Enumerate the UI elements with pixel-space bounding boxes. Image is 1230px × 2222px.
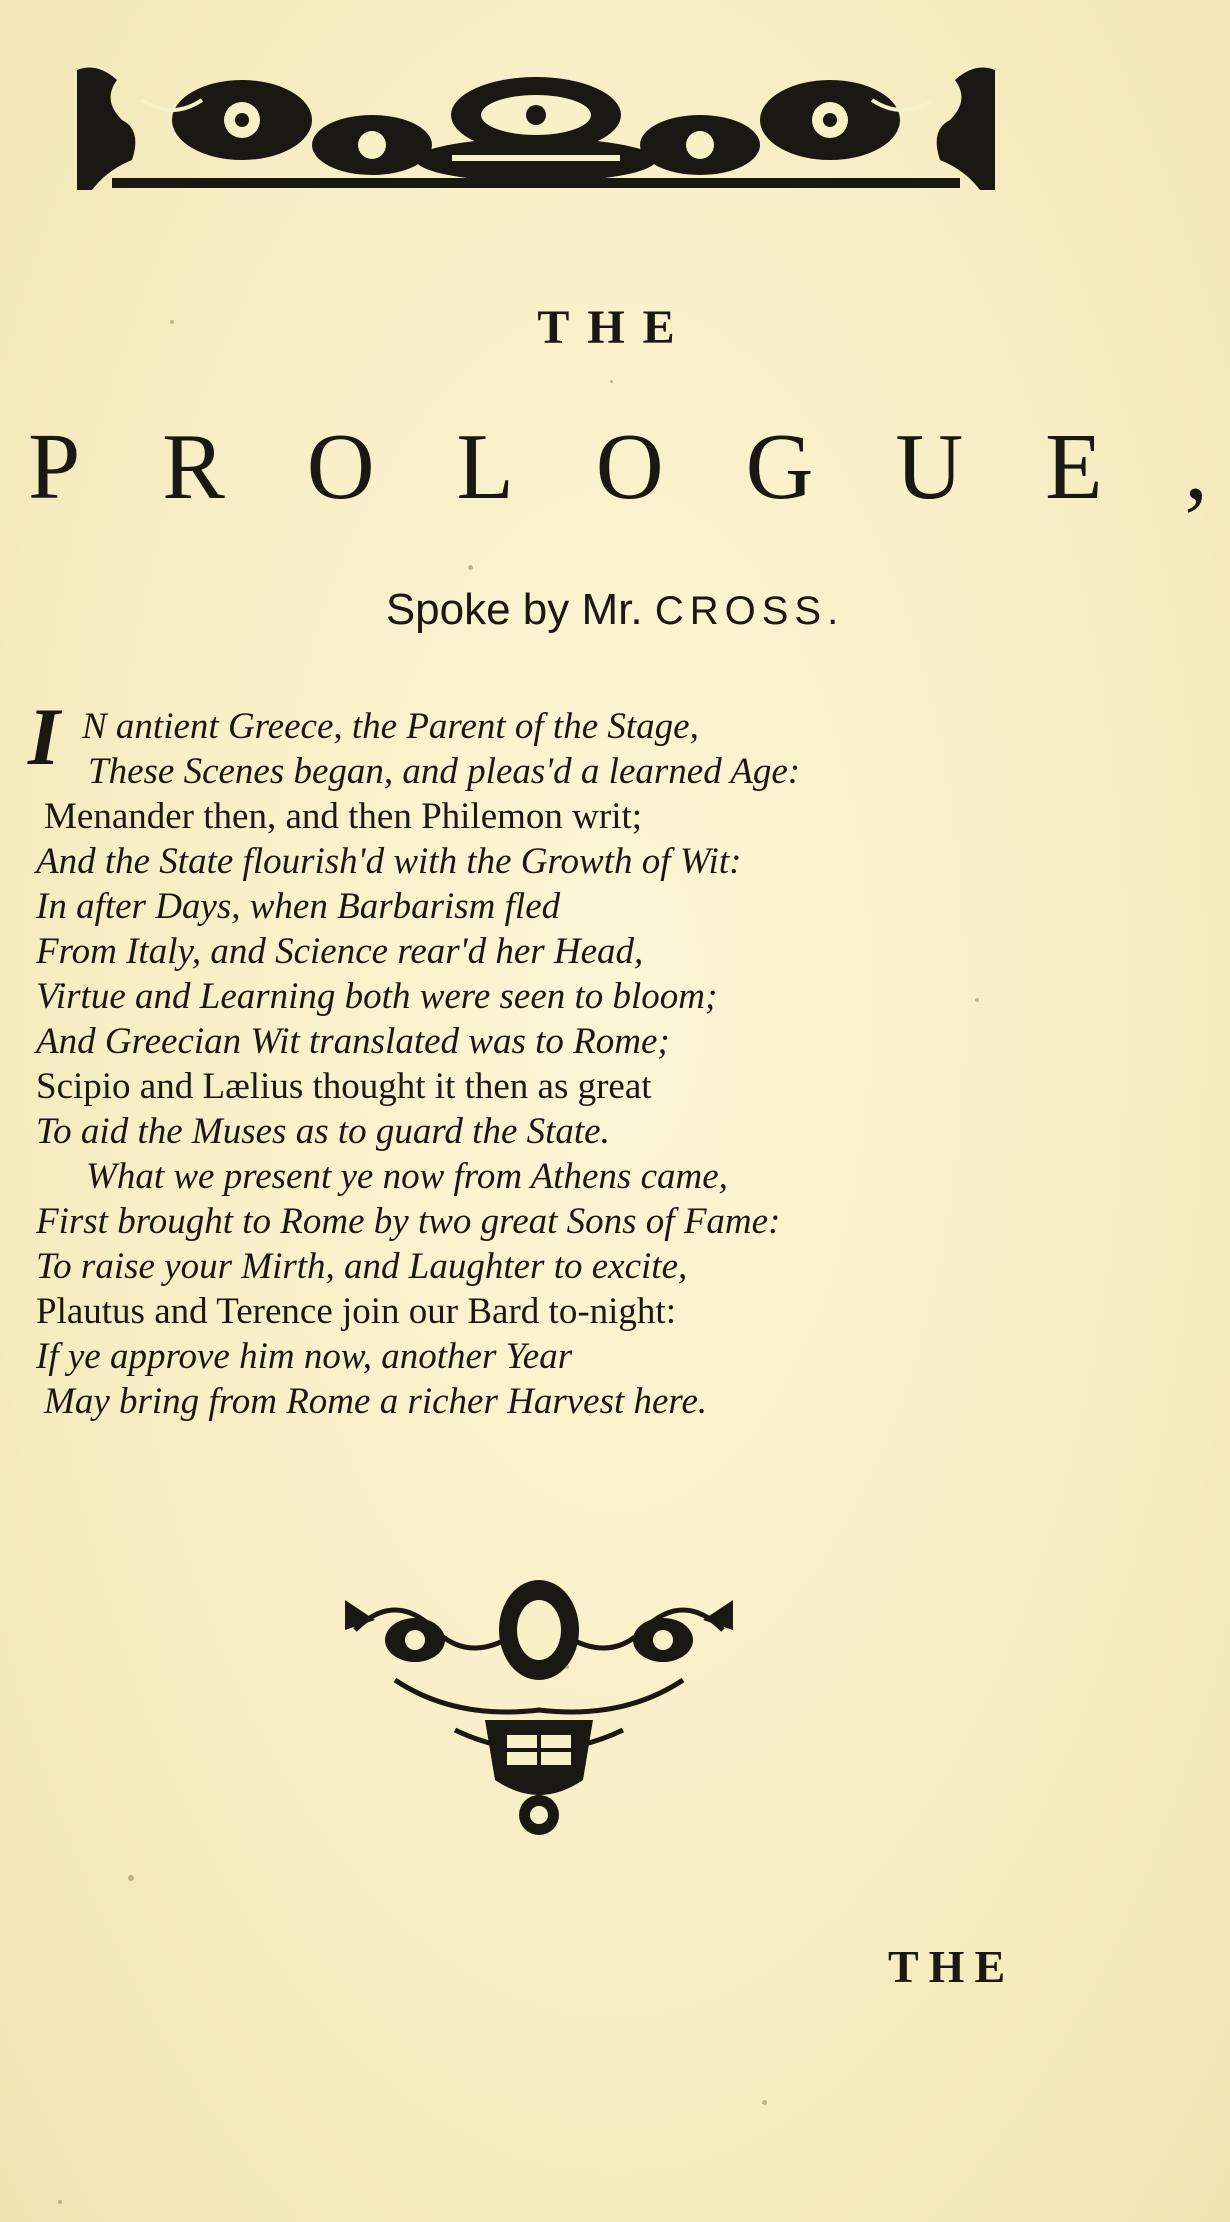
poem-line: What we present ye now from Athens came, — [86, 1156, 728, 1197]
subtitle-prefix: Spoke by Mr. — [385, 585, 655, 634]
drop-cap: I — [28, 691, 60, 782]
catchword: THE — [888, 1941, 1016, 1992]
poem-line: Virtue and Learning both were seen to bloom; — [36, 976, 718, 1017]
paper-speck — [610, 380, 613, 383]
paper-speck — [58, 2200, 62, 2204]
heading-letter: E — [1045, 415, 1103, 519]
poem-line: May bring from Rome a richer Harvest here. — [44, 1381, 708, 1422]
heading-letter: O — [306, 415, 375, 519]
paper-speck — [565, 1665, 569, 1669]
heading-letter: , — [1184, 415, 1208, 519]
poem-line: In after Days, when Barbarism fled — [36, 886, 561, 927]
poem-line: To raise your Mirth, and Laughter to excite, — [36, 1246, 688, 1287]
poem-line: To aid the Muses as to guard the State. — [36, 1111, 610, 1152]
paper-speck — [128, 1875, 134, 1881]
paper-speck — [975, 998, 979, 1002]
poem-line: N antient Greece, the Parent of the Stage, — [82, 706, 699, 747]
poem-line: And Greecian Wit translated was to Rome; — [36, 1021, 670, 1062]
ornamental-vignette-icon — [335, 1570, 743, 1840]
subtitle — [0, 585, 1230, 635]
heading-the: THE — [537, 301, 693, 354]
poem-line: First brought to Rome by two great Sons of Fame: — [36, 1201, 781, 1242]
poem-line: These Scenes began, and pleas'd a learned Age: — [88, 751, 801, 792]
poem-line: From Italy, and Science rear'd her Head, — [36, 931, 644, 972]
heading-letter: U — [895, 415, 964, 519]
paper-speck — [170, 320, 174, 324]
heading-letter: L — [456, 415, 514, 519]
heading-prologue — [28, 415, 1208, 519]
poem-line: Menander then, and then Philemon writ; — [44, 796, 643, 837]
speaker-name: CROSS. — [654, 589, 845, 633]
heading-letter: G — [745, 415, 814, 519]
heading-letter: P — [28, 415, 81, 519]
poem-line: And the State flourish'd with the Growth of Wit: — [36, 841, 742, 882]
heading-letter: R — [162, 415, 225, 519]
paper-speck — [762, 2100, 767, 2105]
poem-line: Scipio and Lælius thought it then as great — [36, 1066, 652, 1107]
poem-line: If ye approve him now, another Year — [36, 1336, 573, 1377]
poem-line: Plautus and Terence join our Bard to-night: — [36, 1291, 676, 1332]
ornamental-headpiece-icon — [72, 60, 1000, 195]
heading-letter: O — [595, 415, 664, 519]
paper-speck — [468, 565, 473, 570]
